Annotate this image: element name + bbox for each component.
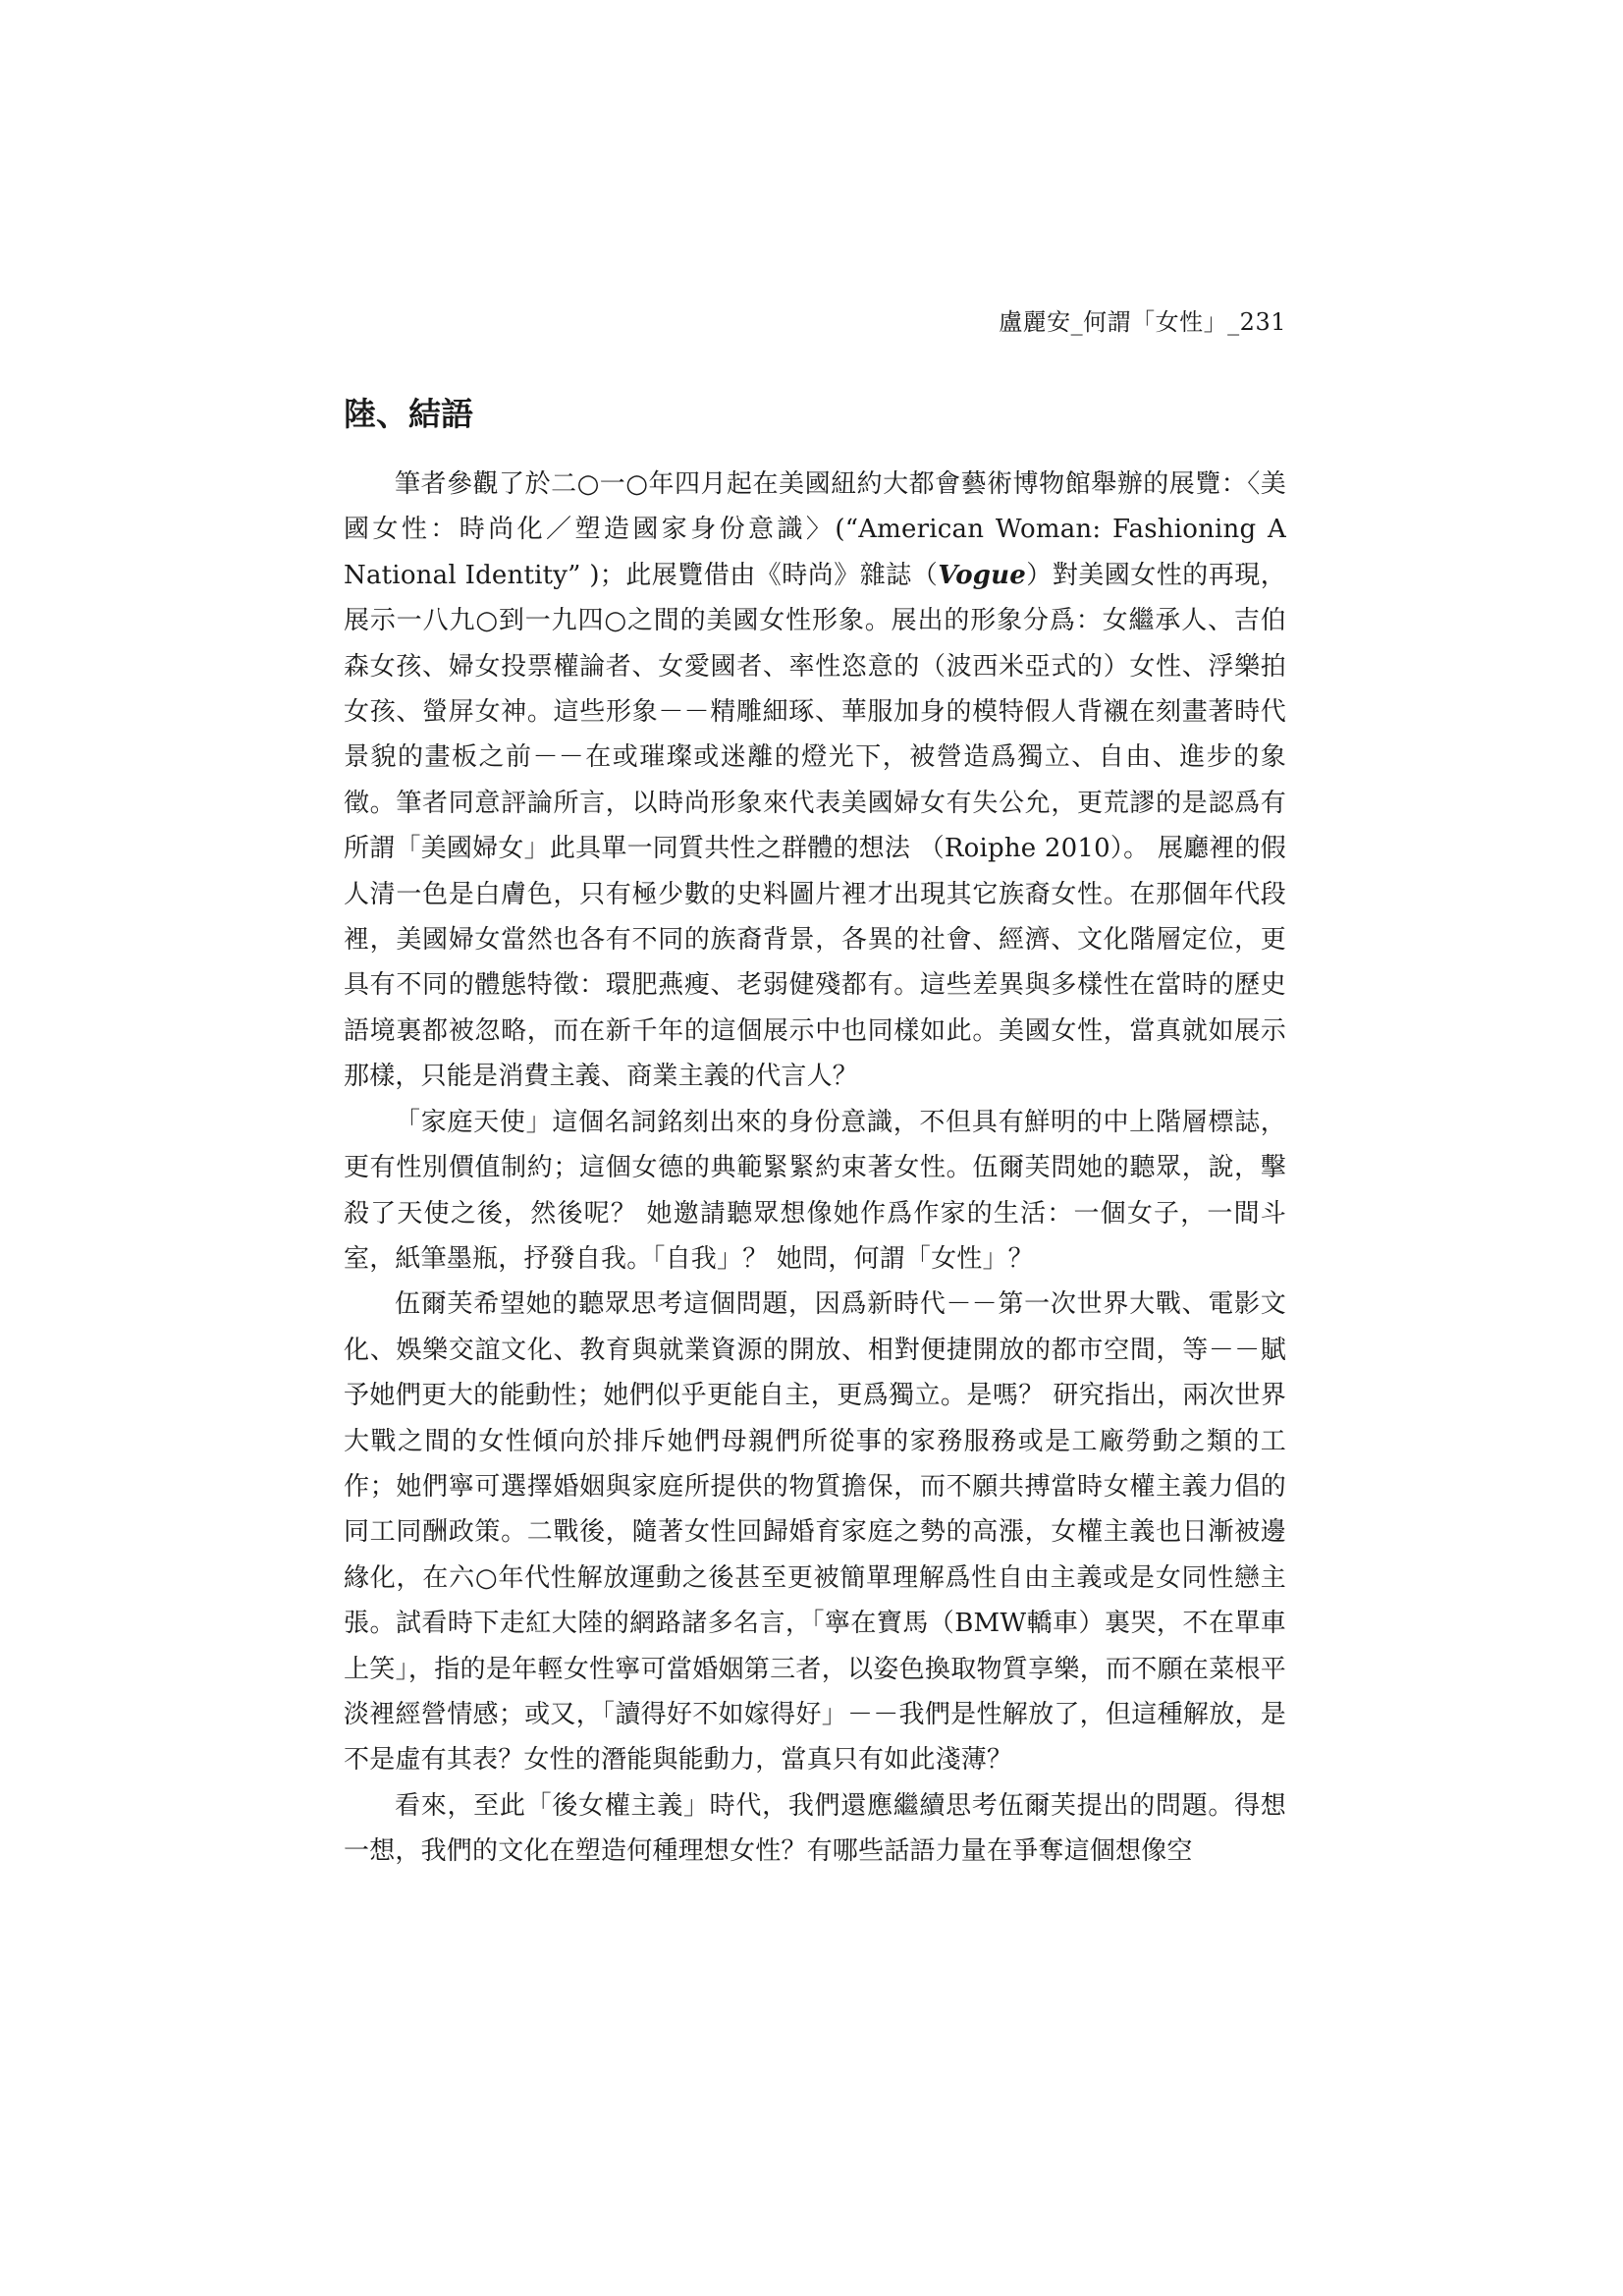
paragraph-1-part-b: ）對美國女性的再現，展示一八九○到一九四○之間的美國女性形象。展出的形象分爲：女繼承人、吉伯森女孩、婦女投票權論者、女愛國者、率性恣意的（波西米亞式的）女性、浮樂拍女孩、螢屏女神。這些形象－－精雕細琢、華服加身的模特假人背襯在刻畫著時代景貌的畫板之前－－在或璀璨或迷離的燈光下，被營造爲獨立、自由、進步的象徵。筆者同意評論所言，以時尚形象來代表美國婦女有失公允，更荒謬的是認爲有所謂「美國婦女」此具單一同質共性之群體的想法 （Roiphe 2010）。 展廳裡的假人清一色是白膚色，只有極少數的史料圖片裡才出現其它族裔女性。在那個年代段裡，美國婦女當然也各有不同的族裔背景，各異的社會、經濟、文化階層定位，更具有不同的體態特徵：環肥燕瘦、老弱健殘都有。這些差異與多樣性在當時的歷史語境裏都被忽略，而在新千年的這個展示中也同樣如此。美國女性，當真就如展示那樣，只能是消費主義、商業主義的代言人？ <box>344 560 1286 1092</box>
running-header: 盧麗安_何謂「女性」_231 <box>999 308 1286 336</box>
paragraph-1-part-a: 筆者參觀了於二○一○年四月起在美國紐約大都會藝術博物館舉辦的展覽：〈美國女性：時尚化／塑造國家身份意識〉(“American Woman: Fashioning A National Identity” )；此展覽借由《時尚》雜誌（ <box>344 469 1286 590</box>
body-text <box>344 462 1286 1875</box>
vogue-title: Vogue <box>938 560 1026 590</box>
paragraph-1 <box>344 462 1286 1100</box>
paragraph-3: 伍爾芙希望她的聽眾思考這個問題，因爲新時代－－第一次世界大戰、電影文化、娛樂交誼文化、教育與就業資源的開放、相對便捷開放的都市空間，等－－賦予她們更大的能動性；她們似乎更能自主，更爲獨立。是嗎？ 研究指出，兩次世界大戰之間的女性傾向於排斥她們母親們所從事的家務服務或是工廠勞動之類的工作；她們寧可選擇婚姻與家庭所提供的物質擔保，而不願共搏當時女權主義力倡的同工同酬政策。二戰後，隨著女性回歸婚育家庭之勢的高漲，女權主義也日漸被邊緣化，在六○年代性解放運動之後甚至更被簡單理解爲性自由主義或是女同性戀主張。試看時下走紅大陸的網路諸多名言，「寧在寶馬（BMW轎車）裏哭，不在單車上笑」，指的是年輕女性寧可當婚姻第三者，以姿色換取物質享樂，而不願在菜根平淡裡經營情感；或又，「讀得好不如嫁得好」－－我們是性解放了，但這種解放，是不是虛有其表？女性的潛能與能動力，當真只有如此淺薄？ <box>344 1289 1286 1776</box>
paragraph-2: 「家庭天使」這個名詞銘刻出來的身份意識，不但具有鮮明的中上階層標誌，更有性別價值制約；這個女德的典範緊緊約束著女性。伍爾芙問她的聽眾，說，擊殺了天使之後，然後呢？ 她邀請聽眾想像她作爲作家的生活：一個女子，一間斗室，紙筆墨瓶，抒發自我。「自我」？ 她問，何謂「女性」？ <box>344 1107 1286 1274</box>
section-heading: 陸、結語 <box>344 395 473 433</box>
paragraph-4: 看來，至此「後女權主義」時代，我們還應繼續思考伍爾芙提出的問題。得想一想，我們的文化在塑造何種理想女性？有哪些話語力量在爭奪這個想像空 <box>344 1790 1286 1867</box>
